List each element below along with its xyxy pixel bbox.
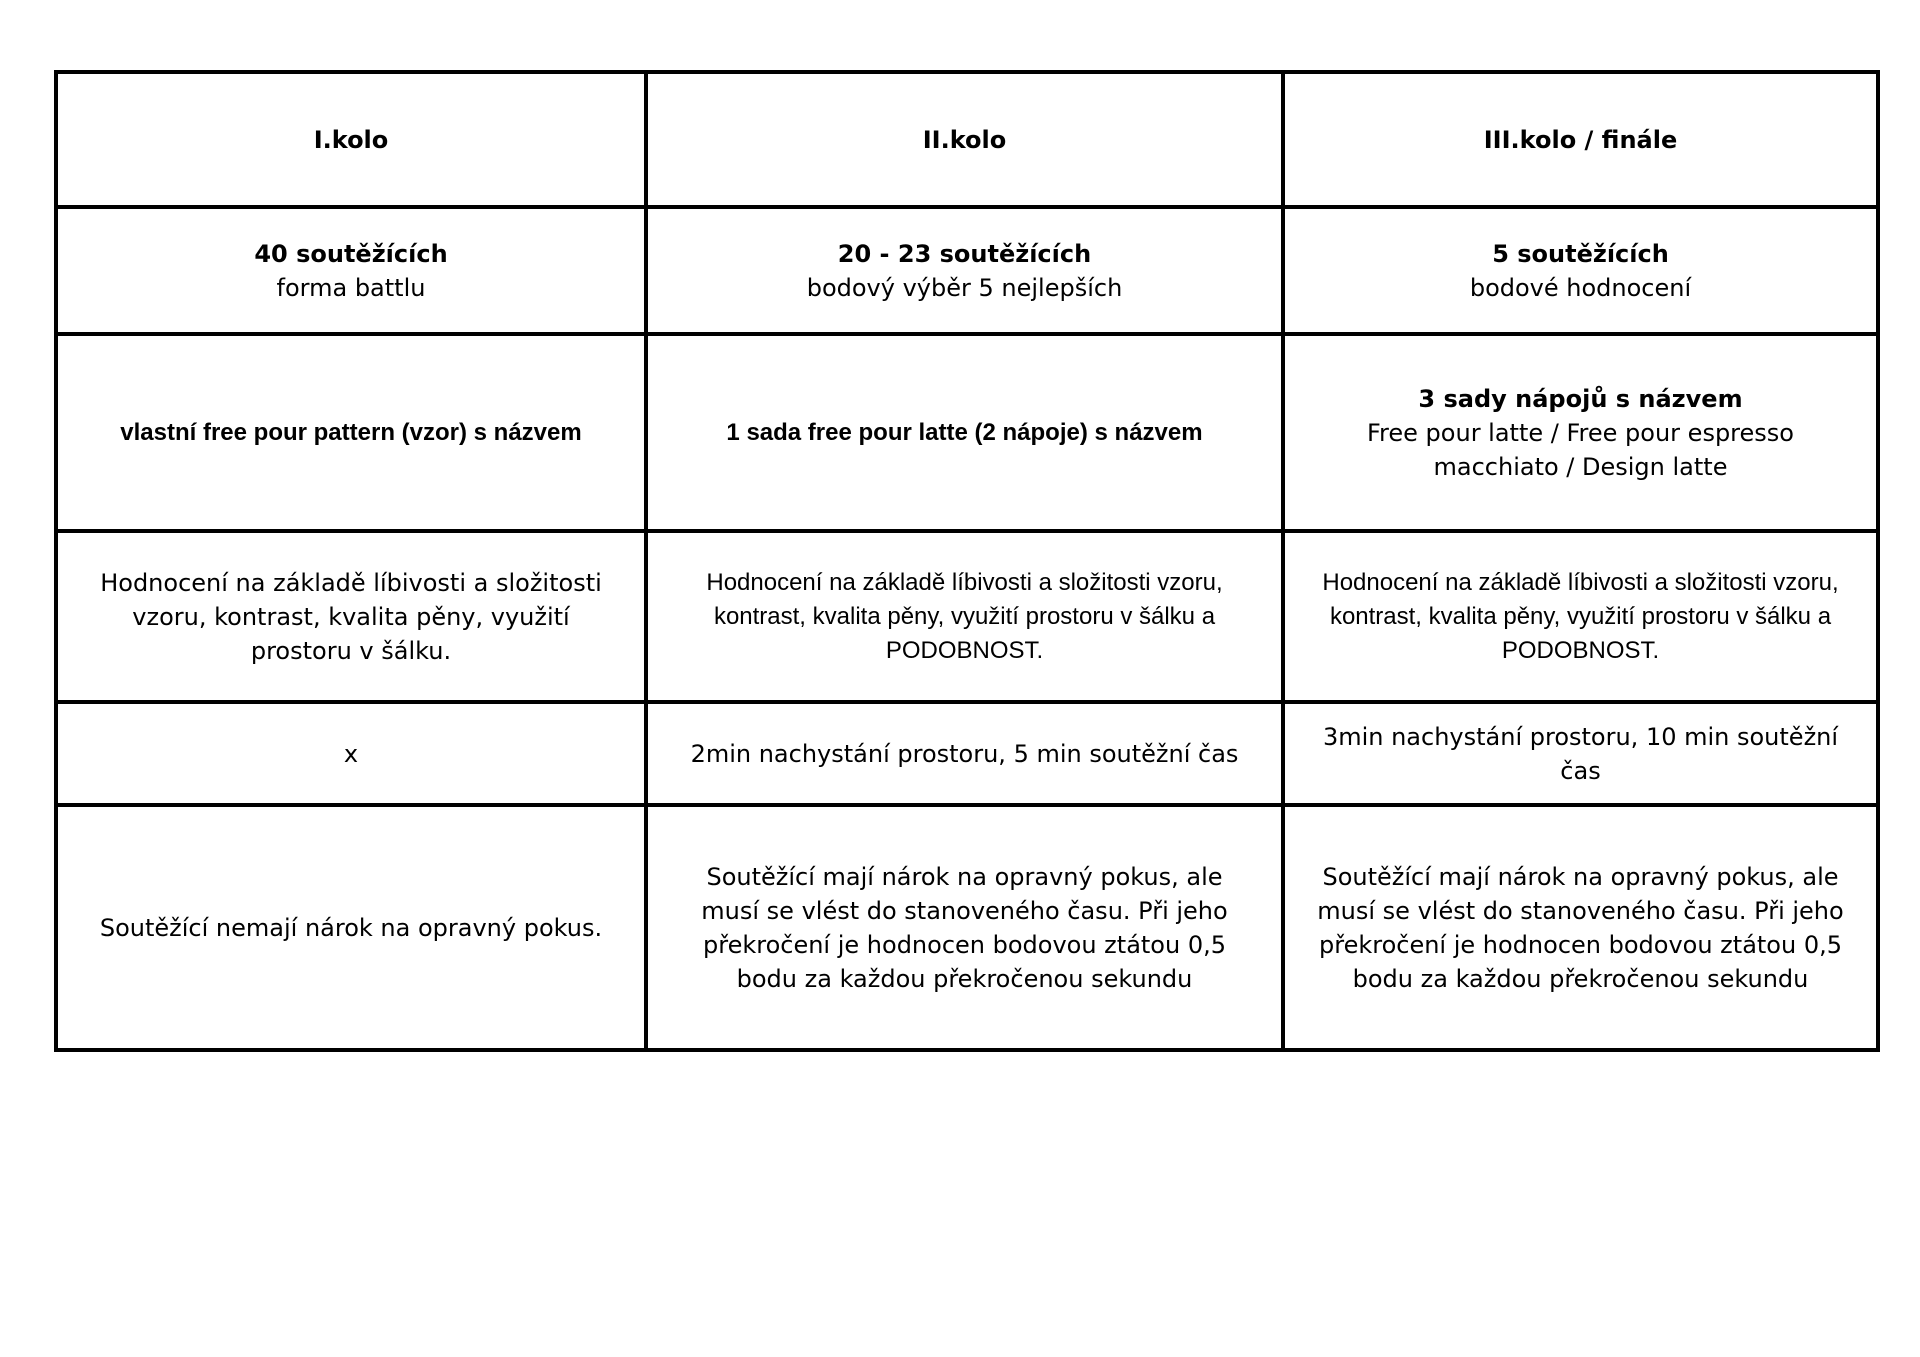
drinks-row (56, 334, 1878, 531)
round-2-time: 2min nachystání prostoru, 5 min soutěžní čas (646, 702, 1283, 805)
round-3-header: III.kolo / finále (1283, 72, 1878, 207)
round-2-participants (646, 207, 1283, 334)
participants-count: 20 - 23 soutěžících (837, 239, 1092, 268)
round-2-evaluation: Hodnocení na základě líbivosti a složitosti vzoru, kontrast, kvalita pěny, využití prostoru v šálku a PODOBNOST. (646, 531, 1283, 702)
round-2-header: II.kolo (646, 72, 1283, 207)
round-1-drinks (56, 334, 646, 531)
round-1-time: x (56, 702, 646, 805)
round-3-evaluation: Hodnocení na základě líbivosti a složitosti vzoru, kontrast, kvalita pěny, využití prostoru v šálku a PODOBNOST. (1283, 531, 1878, 702)
drinks-text: Free pour latte / Free pour espresso macchiato / Design latte (1367, 418, 1794, 481)
round-1-header: I.kolo (56, 72, 646, 207)
round-1-retry: Soutěžící nemají nárok na opravný pokus. (56, 805, 646, 1050)
round-2-retry: Soutěžící mají nárok na opravný pokus, ale musí se vlést do stanoveného času. Při jeho překročení je hodnocen bodovou ztátou 0,5 bodu za každou překročenou sekundu (646, 805, 1283, 1050)
participants-format: bodové hodnocení (1469, 273, 1692, 302)
drinks-text: 1 sada free pour latte (2 nápoje) s názvem (726, 419, 1203, 446)
competition-rounds-table (54, 70, 1880, 1052)
time-row (56, 702, 1878, 805)
evaluation-row (56, 531, 1878, 702)
round-3-retry: Soutěžící mají nárok na opravný pokus, ale musí se vlést do stanoveného času. Při jeho překročení je hodnocen bodovou ztátou 0,5 bodu za každou překročenou sekundu (1283, 805, 1878, 1050)
participants-format: bodový výběr 5 nejlepších (806, 273, 1123, 302)
round-1-evaluation: Hodnocení na základě líbivosti a složitosti vzoru, kontrast, kvalita pěny, využití prostoru v šálku. (56, 531, 646, 702)
participants-count: 5 soutěžících (1492, 239, 1669, 268)
retry-row (56, 805, 1878, 1050)
round-3-time: 3min nachystání prostoru, 10 min soutěžní čas (1283, 702, 1878, 805)
participants-count: 40 soutěžících (254, 239, 448, 268)
participants-format: forma battlu (276, 273, 426, 302)
round-3-drinks (1283, 334, 1878, 531)
round-2-drinks (646, 334, 1283, 531)
drinks-title: 3 sady nápojů s názvem (1418, 384, 1743, 413)
drinks-text: vlastní free pour pattern (vzor) s názvem (120, 419, 582, 446)
header-row (56, 72, 1878, 207)
round-3-participants (1283, 207, 1878, 334)
round-1-participants (56, 207, 646, 334)
participants-row (56, 207, 1878, 334)
